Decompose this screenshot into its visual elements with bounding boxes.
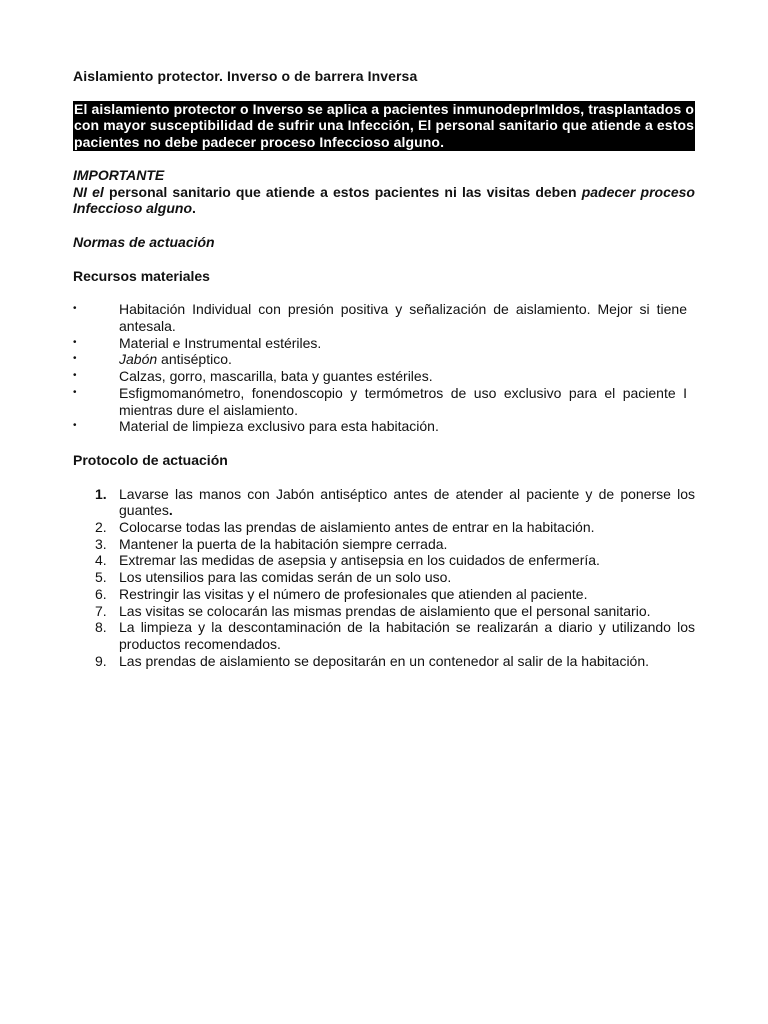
recurso-list-item [73,301,695,334]
protocolo-step [73,552,695,569]
protocolo-step [73,619,695,652]
step-text: La limpieza y la descontaminación de la habitación se realizarán a diario y utilizando los productos recomendados. [119,619,695,652]
step-number: 7. [95,602,107,619]
bullet-icon: • [73,386,77,398]
step-number: 9. [95,652,107,669]
step-number: 5. [95,569,107,586]
step-number: 3. [95,535,107,552]
recurso-list-item [73,385,695,418]
highlighted-intro-paragraph: El aislamiento protector o Inverso se aplica a pacientes inmunodeprImIdos, trasplantados o con mayor susceptibilidad de sufrir una Infección, El personal sanitario que atiende a estos pacientes no debe padecer proceso Infeccioso alguno. [74,100,694,151]
important-heading: IMPORTANTE [73,166,165,183]
document-title: Aislamiento protector. Inverso o de barrera Inversa [73,68,418,84]
step-number: 4. [95,552,107,569]
step-text: Lavarse las manos con Jabón antiséptico antes de atender al paciente y de ponerse los guantes [119,485,695,519]
step-number: 8. [95,619,107,636]
step-number: 6. [95,585,107,602]
recurso-item-italic: Jabón [119,351,158,368]
step-text: Extremar las medidas de asepsia y antisepsia en los cuidados de enfermería. [119,552,600,569]
bullet-icon: • [73,353,77,365]
important-paragraph [73,184,695,217]
protocolo-list [73,486,695,670]
recurso-list-item [73,351,695,368]
step-text: Colocarse todas las prendas de aislamiento antes de entrar en la habitación. [119,519,595,536]
protocolo-step [73,586,695,603]
step-text: Mantener la puerta de la habitación siempre cerrada. [119,535,448,552]
step-text: Las prendas de aislamiento se depositarán en un contenedor al salir de la habitación. [119,652,650,669]
recurso-item-text: Material e Instrumental estériles. [119,334,322,351]
bullet-icon: • [73,370,77,382]
recurso-item-text: Material de limpieza exclusivo para esta habitación. [119,418,439,435]
recurso-item-text: Habitación Individual con presión positiva y señalización de aislamiento. Mejor si tiene antesala. [119,301,687,335]
protocolo-step [73,603,695,620]
protocolo-heading: Protocolo de actuación [73,451,228,468]
recurso-list-item [73,368,695,385]
bullet-icon: • [73,420,77,432]
protocolo-step [73,569,695,586]
bullet-icon: • [73,303,77,315]
recurso-list-item [73,418,695,435]
document-content [73,68,695,669]
step-text: Restringir las visitas y el número de profesionales que atienden al paciente. [119,585,588,602]
step-bold-suffix: . [168,502,173,519]
recurso-item-text: antiséptico. [157,351,232,368]
recurso-item-text: Esfigmomanómetro, fonendoscopio y termómetros de uso exclusivo para el paciente I mientras dure el aislamiento. [119,384,687,418]
protocolo-step [73,536,695,553]
protocolo-step [73,653,695,670]
step-text: Las visitas se colocarán las mismas prendas de aislamiento que el personal sanitario. [119,602,651,619]
important-middle-text: personal sanitario que atiende a estos pacientes ni las visitas deben [103,183,582,200]
recursos-heading: Recursos materiales [73,267,210,284]
recurso-item-text: Calzas, gorro, mascarilla, bata y guantes estériles. [119,368,433,385]
normas-heading: Normas de actuación [73,233,215,250]
recursos-list [73,301,695,435]
recurso-list-item [73,335,695,352]
important-italic-end: padecer proceso Infeccioso alguno [73,183,695,217]
important-period: . [192,200,196,217]
bullet-icon: • [73,336,77,348]
important-italic-start: NI el [73,183,104,200]
step-number: 1. [95,485,107,502]
step-number: 2. [95,519,107,536]
protocolo-step [73,519,695,536]
step-text: Los utensilios para las comidas serán de un solo uso. [119,569,452,586]
protocolo-step [73,486,695,519]
